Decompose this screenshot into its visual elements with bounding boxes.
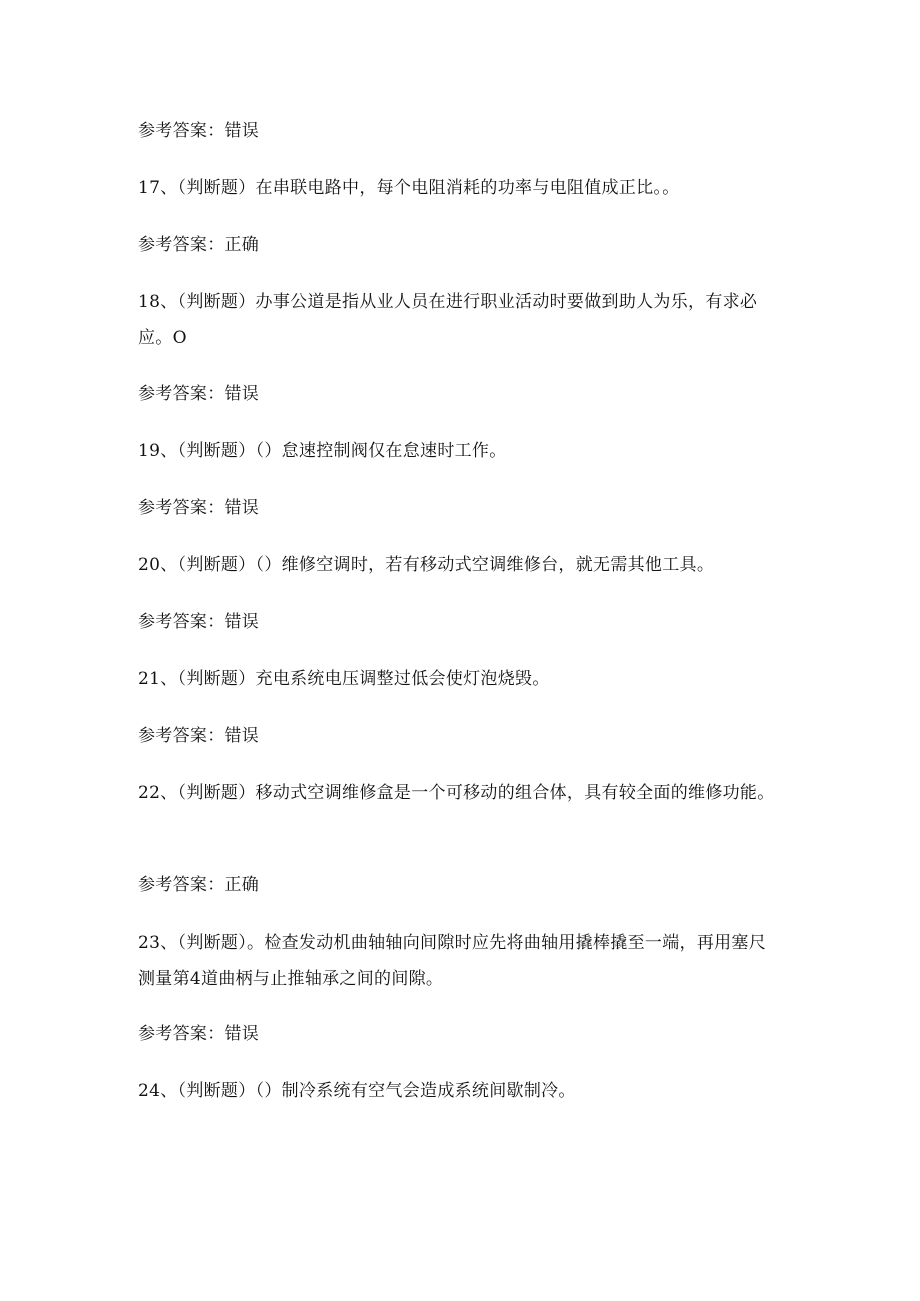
answer-line: 参考答案：错误 <box>138 612 260 632</box>
answer-line: 参考答案：错误 <box>138 121 260 141</box>
answer-line: 参考答案：正确 <box>138 235 260 255</box>
answer-line: 参考答案：错误 <box>138 726 260 746</box>
answer-line: 参考答案：错误 <box>138 1024 260 1044</box>
question-22: 22、（判断题）移动式空调维修盒是一个可移动的组合体，具有较全面的维修功能。 <box>138 783 775 803</box>
question-21: 21、（判断题）充电系统电压调整过低会使灯泡烧毁。 <box>138 669 550 689</box>
question-17: 17、（判断题）在串联电路中，每个电阻消耗的功率与电阻值成正比。。 <box>138 178 680 198</box>
question-19: 19、（判断题）（）怠速控制阀仅在怠速时工作。 <box>138 441 507 461</box>
question-24: 24、（判断题）（）制冷系统有空气会造成系统间歇制冷。 <box>138 1081 576 1101</box>
answer-line: 参考答案：错误 <box>138 498 260 518</box>
question-23: 23、（判断题）。检查发动机曲轴轴向间隙时应先将曲轴用撬棒撬至一端，再用塞尺测量第4道曲柄与止推轴承之间的间隙。 <box>138 933 767 989</box>
answer-line: 参考答案：正确 <box>138 875 260 895</box>
question-18: 18、（判断题）办事公道是指从业人员在进行职业活动时要做到助人为乐，有求必应。O <box>138 292 758 348</box>
answer-line: 参考答案：错误 <box>138 384 260 404</box>
question-20: 20、（判断题）（）维修空调时，若有移动式空调维修台，就无需其他工具。 <box>138 555 715 575</box>
